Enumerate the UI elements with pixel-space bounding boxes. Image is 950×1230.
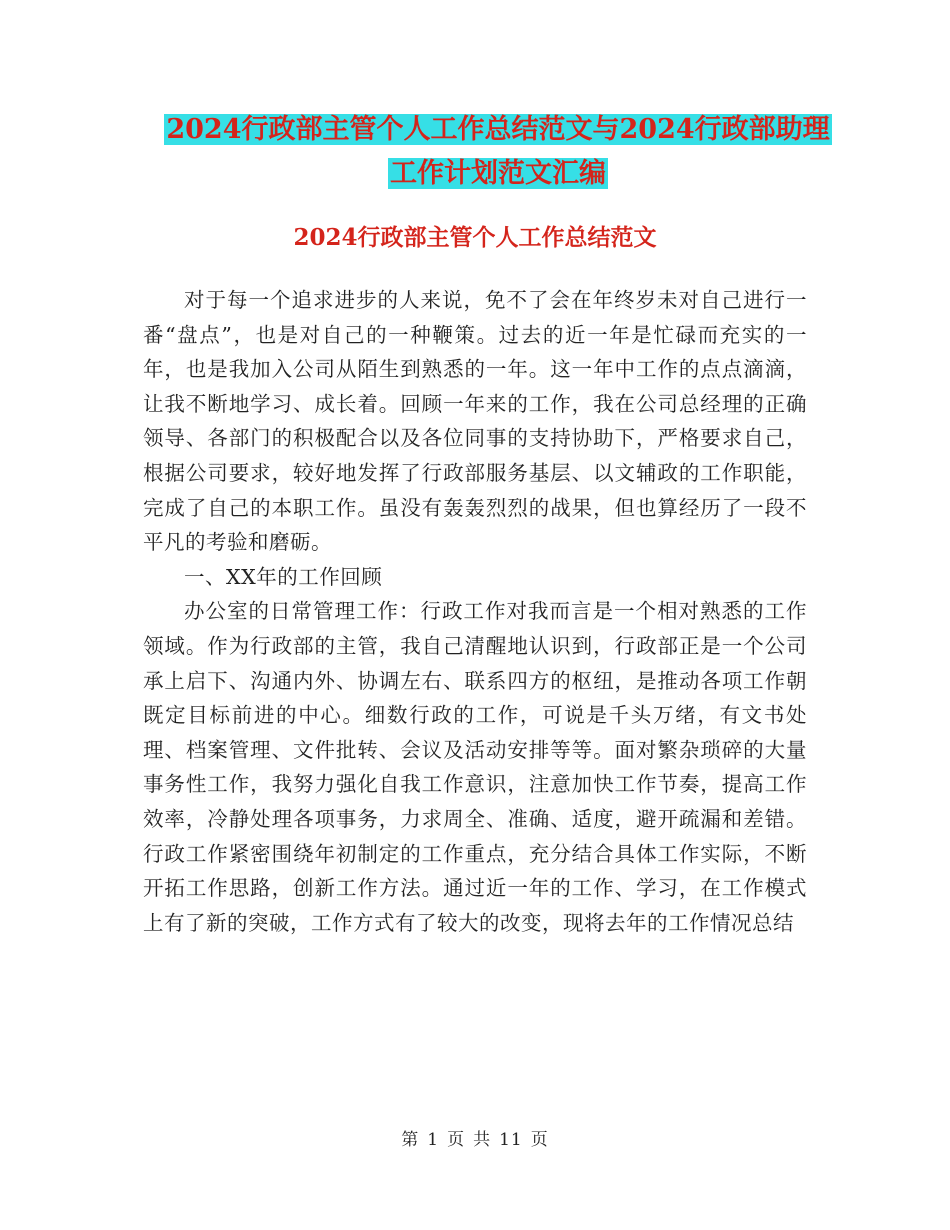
footer-total-pages: 11: [499, 1130, 523, 1150]
paragraph-heading-review: 一、XX年的工作回顾: [184, 564, 383, 589]
footer-total-label: 共: [473, 1130, 492, 1150]
section-title: 2024行政部主管个人工作总结范文: [293, 224, 657, 251]
document-title-line-2: [0, 152, 950, 196]
footer-total-unit: 页: [530, 1130, 549, 1150]
page-footer: [0, 1125, 950, 1150]
document-title-line-1-text: 2024行政部主管个人工作总结范文与2024行政部助理: [166, 114, 830, 145]
paragraph-intro: 对于每一个追求进步的人来说，免不了会在年终岁未对自己进行一番“盘点”，也是对自己的一种鞭策。过去的近一年是忙碌而充实的一年，也是我加入公司从陌生到熟悉的一年。这一年中工作的点点滴滴，让我不断地学习、成长着。回顾一年来的工作，我在公司总经理的正确领导、各部门的积极配合以及各位同事的支持协助下，严格要求自己，根据公司要求，较好地发挥了行政部服务基层、以文辅政的工作职能，完成了自己的本职工作。虽没有轰轰烈烈的战果，但也算经历了一段不平凡的考验和磨砺。: [143, 288, 807, 555]
footer-current-page: 1: [427, 1130, 440, 1150]
document-body: [143, 283, 807, 940]
document-title-line-2-text: 工作计划范文汇编: [390, 158, 606, 189]
paragraph-office-management: 办公室的日常管理工作：行政工作对我而言是一个相对熟悉的工作领域。作为行政部的主管，我自己清醒地认识到，行政部正是一个公司承上启下、沟通内外、协调左右、联系四方的枢纽，是推动各项工作朝既定目标前进的中心。细数行政的工作，可说是千头万绪，有文书处理、档案管理、文件批转、会议及活动安排等等。面对繁杂琐碎的大量事务性工作，我努力强化自我工作意识，注意加快工作节奏，提高工作效率，冷静处理各项事务，力求周全、准确、适度，避开疏漏和差错。行政工作紧密围绕年初制定的工作重点，充分结合具体工作实际，不断开拓工作思路，创新工作方法。通过近一年的工作、学习，在工作模式上有了新的突破，工作方式有了较大的改变，现将去年的工作情况总结: [143, 599, 807, 935]
footer-page-unit: 页: [447, 1130, 466, 1150]
document-title-line-1: [0, 108, 950, 152]
footer-page-label: 第: [401, 1130, 420, 1150]
